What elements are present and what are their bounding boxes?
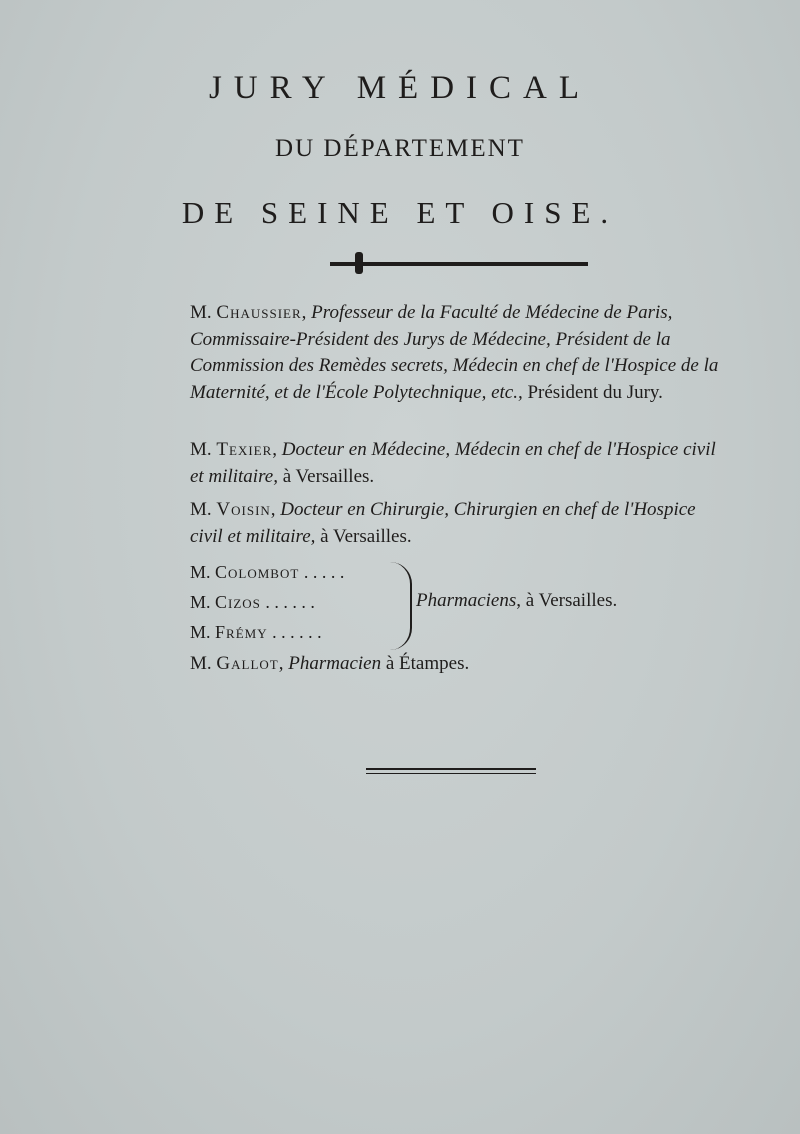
ornamental-rule	[330, 262, 588, 266]
pharmacist-row: M. Cizos . . . . . .	[190, 592, 315, 612]
pharmacists-role: Pharmaciens	[416, 590, 517, 611]
member-tail: à Versailles.	[315, 525, 412, 547]
member-description: Docteur en Médecine, Médecin en chef de l'Hospice civil et militaire,	[190, 439, 716, 487]
pharmacist-name: Colombot	[215, 562, 300, 582]
rule-ornament	[355, 252, 363, 274]
title-seine-et-oise: DE SEINE ET OISE.	[181, 195, 619, 230]
member-entry-voisin: M. Voisin, Docteur en Chirurgie, Chirurgien en chef de l'Hospice civil et militaire, à Versailles.	[190, 499, 696, 547]
pharmacist-row: M. Colombot . . . . .	[190, 562, 345, 582]
member-entry-gallot: M. Gallot, Pharmacien à Étampes.	[190, 653, 470, 674]
member-prefix: M.	[190, 302, 212, 323]
leader-dots: . . . . .	[303, 562, 345, 582]
member-tail: à Versailles.	[277, 465, 375, 487]
member-place: à Étampes.	[381, 653, 470, 674]
pharmacist-row: M. Frémy . . . . . .	[190, 622, 322, 642]
member-entry-chaussier: M. Chaussier, Professeur de la Faculté de Médecine de Paris, Commissaire-Président des Jurys de Médecine, Président de la Commission des Remèdes secrets, Médecin en chef de l'Hospice de la Maternité, et de l'École Polytechnique, etc., Président du Jury.	[190, 302, 719, 403]
leader-dots: . . . . . .	[265, 592, 315, 612]
member-name: Gallot	[216, 653, 279, 674]
member-description: Professeur de la Faculté de Médecine de Paris, Commissaire-Président des Jurys de Médecine, Président de la Commission des Remèdes secrets, Médecin en chef de l'Hospice de la Maternité, et de l'École Polytechnique, etc.,	[190, 302, 719, 403]
member-name: Voisin	[216, 499, 271, 520]
member-role: Pharmacien	[288, 653, 382, 674]
member-prefix: M.	[190, 499, 212, 520]
pharmacist-name: Cizos	[215, 592, 261, 612]
member-name: Chaussier	[216, 302, 302, 323]
leader-dots: . . . . . .	[272, 622, 322, 642]
title-departement: DU DÉPARTEMENT	[275, 135, 525, 162]
pharmacists-place: , à Versailles.	[516, 590, 618, 611]
closing-rule	[366, 768, 536, 774]
member-entry-texier: M. Texier, Docteur en Médecine, Médecin en chef de l'Hospice civil et militaire, à Versailles.	[190, 439, 716, 487]
pharmacist-name: Frémy	[215, 622, 268, 642]
member-description: Docteur en Chirurgie, Chirurgien en chef de l'Hospice civil et militaire,	[190, 499, 696, 547]
member-name: Texier	[216, 439, 273, 460]
member-prefix: M.	[190, 653, 212, 674]
grouping-brace	[380, 562, 412, 650]
pharmacists-label	[416, 590, 617, 612]
title-jury-medical: JURY MÉDICAL	[208, 70, 592, 106]
member-tail: Président du Jury.	[522, 381, 663, 403]
member-prefix: M.	[190, 439, 212, 460]
